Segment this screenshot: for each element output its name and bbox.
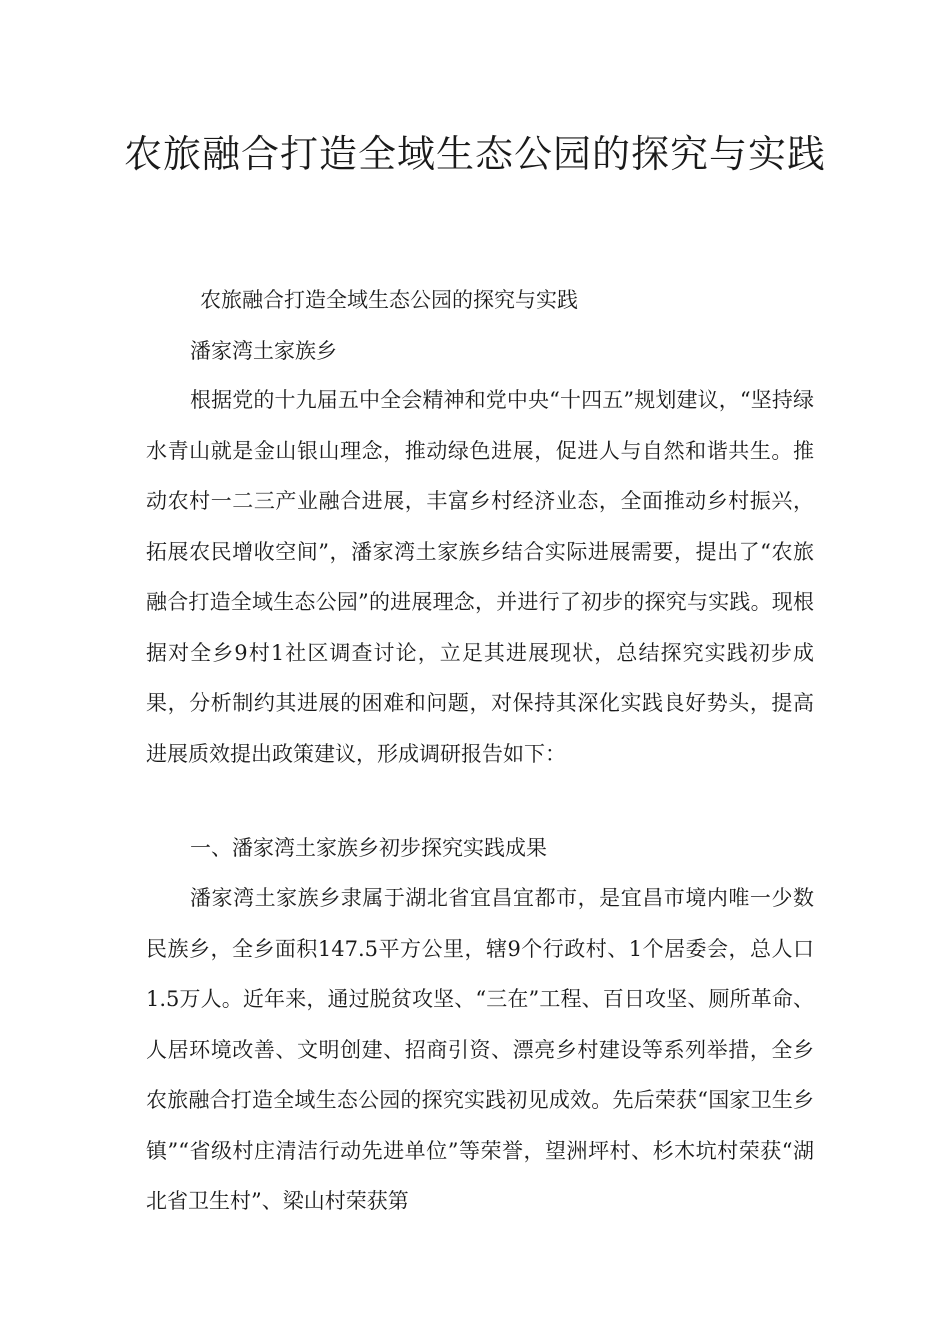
document-title: 农旅融合打造全域生态公园的探究与实践 (123, 132, 826, 176)
section-heading-1: 一、潘家湾土家族乡初步探究实践成果 (190, 836, 547, 860)
paragraph-section-1: 潘家湾土家族乡隶属于湖北省宜昌宜都市，是宜昌市境内唯一少数民族乡，全乡面积147.5平方公里，辖9个行政村、1个居委会，总人口1.5万人。近年来，通过脱贫攻坚、“三在”工程、百日攻坚、厕所革命、人居环境改善、文明创建、招商引资、漂亮乡村建设等系列举措，全乡农旅融合打造全域生态公园的探究实践初见成效。先后荣获“国家卫生乡镇”“省级村庄清洁行动先进单位”等荣誉，望洲坪村、杉木坑村荣获“湖北省卫生村”、梁山村荣获第 (146, 886, 814, 1213)
document-author: 潘家湾土家族乡 (190, 339, 337, 363)
document-subtitle: 农旅融合打造全域生态公园的探究与实践 (200, 288, 578, 312)
paragraph-intro: 根据党的十九届五中全会精神和党中央“十四五”规划建议，“坚持绿水青山就是金山银山理念，推动绿色进展，促进人与自然和谐共生。推动农村一二三产业融合进展，丰富乡村经济业态，全面推动乡村振兴，拓展农民增收空间”，潘家湾土家族乡结合实际进展需要，提出了“农旅融合打造全域生态公园”的进展理念，并进行了初步的探究与实践。现根据对全乡9村1社区调查讨论，立足其进展现状，总结探究实践初步成果，分析制约其进展的困难和问题，对保持其深化实践良好势头，提高进展质效提出政策建议，形成调研报告如下： (146, 388, 814, 766)
